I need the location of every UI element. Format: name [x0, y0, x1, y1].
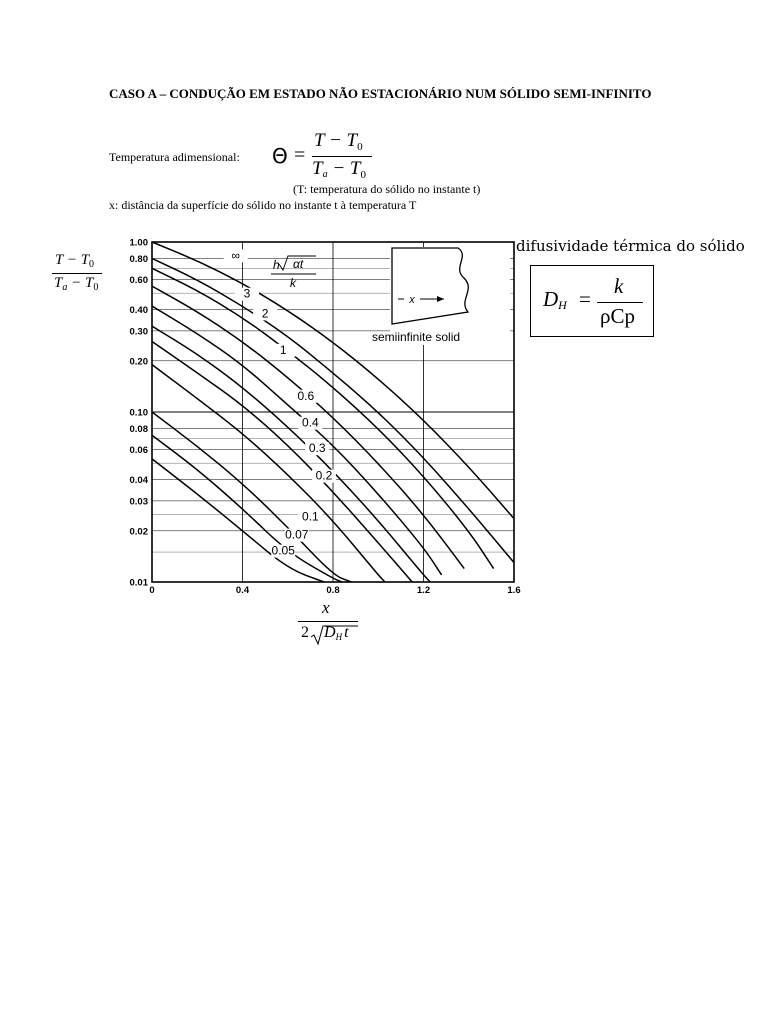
dh-denominator: ρCp — [600, 304, 635, 328]
inset-x-label: x — [409, 294, 415, 306]
x-axis-root-content: $D_H$ t — [324, 624, 349, 642]
y-tick-label: 0.03 — [129, 496, 148, 508]
y-tick-label: 0.40 — [129, 305, 148, 317]
series-line — [152, 412, 351, 582]
y-tick-label: 0.20 — [129, 356, 148, 368]
equals-sign: = — [294, 144, 306, 166]
y-tick-label: 0.08 — [129, 423, 148, 435]
series-label: 0.05 — [271, 543, 295, 558]
inset-solid-outline — [392, 248, 468, 324]
series-label: 0.3 — [308, 441, 326, 456]
series-label: 0.1 — [302, 509, 319, 524]
diffusivity-text: difusividade térmica do sólido — [516, 237, 745, 255]
y-tick-label: 0.02 — [129, 526, 148, 538]
note-temperature: (T: temperatura do sólido no instante t) — [293, 182, 481, 196]
series-label: 3 — [243, 286, 251, 301]
series-label: 0.07 — [285, 527, 309, 542]
theta-denominator: $T_a - T_0$ — [312, 158, 366, 181]
dh-lhs: $D_H$ — [543, 287, 567, 312]
y-tick-label: 0.80 — [129, 253, 148, 265]
chart-inset — [372, 247, 510, 345]
inset-caption: semiinfinite solid — [372, 330, 461, 344]
curve-parameter-label — [271, 256, 316, 290]
x-tick-label: 1.6 — [507, 585, 521, 596]
page-title: CASO A – CONDUÇÃO EM ESTADO NÃO ESTACIONÁRIO NUM SÓLIDO SEMI-INFINITO — [109, 86, 652, 101]
y-tick-label: 0.04 — [129, 475, 148, 487]
y-axis-numerator: $T - T_0$ — [55, 252, 95, 270]
x-axis-numerator: x — [322, 598, 330, 617]
param-radicand: αt — [293, 257, 304, 271]
y-tick-label: 0.60 — [129, 275, 148, 287]
x-tick-label: 0.8 — [326, 585, 340, 596]
note-distance: x: distância da superfície do sólido no instante t à temperatura T — [109, 198, 417, 212]
x-axis-prefix: 2 — [301, 624, 309, 641]
series-label: 0.2 — [315, 468, 333, 483]
param-h: h — [273, 258, 280, 272]
theta-symbol: Θ — [272, 144, 288, 168]
param-k: k — [290, 276, 296, 290]
y-tick-label: 1.00 — [129, 237, 148, 249]
y-tick-label: 0.30 — [129, 326, 148, 338]
x-tick-label: 1.2 — [416, 585, 431, 596]
x-axis-label — [298, 600, 360, 650]
x-tick-label: 0 — [149, 585, 155, 596]
series-label: 0.4 — [302, 415, 319, 430]
temperature-label: Temperatura adimensional: — [109, 150, 240, 164]
y-tick-label: 0.06 — [129, 445, 148, 457]
y-tick-label: 0.01 — [129, 577, 148, 589]
series-label: ∞ — [231, 248, 240, 263]
series-line — [152, 459, 324, 582]
y-tick-label: 0.10 — [129, 407, 148, 419]
series-label: 1 — [279, 342, 287, 357]
series-line — [152, 365, 385, 582]
dh-numerator: k — [614, 274, 624, 298]
x-axis-fraction-bar — [298, 621, 358, 622]
series-label: 2 — [261, 306, 269, 321]
theta-numerator: $T - T_0$ — [314, 130, 363, 153]
y-axis-denominator: $T_a - T_0$ — [54, 275, 99, 293]
series-label: 0.6 — [297, 388, 315, 403]
x-tick-label: 0.4 — [235, 585, 250, 596]
dh-equals: = — [579, 287, 591, 311]
